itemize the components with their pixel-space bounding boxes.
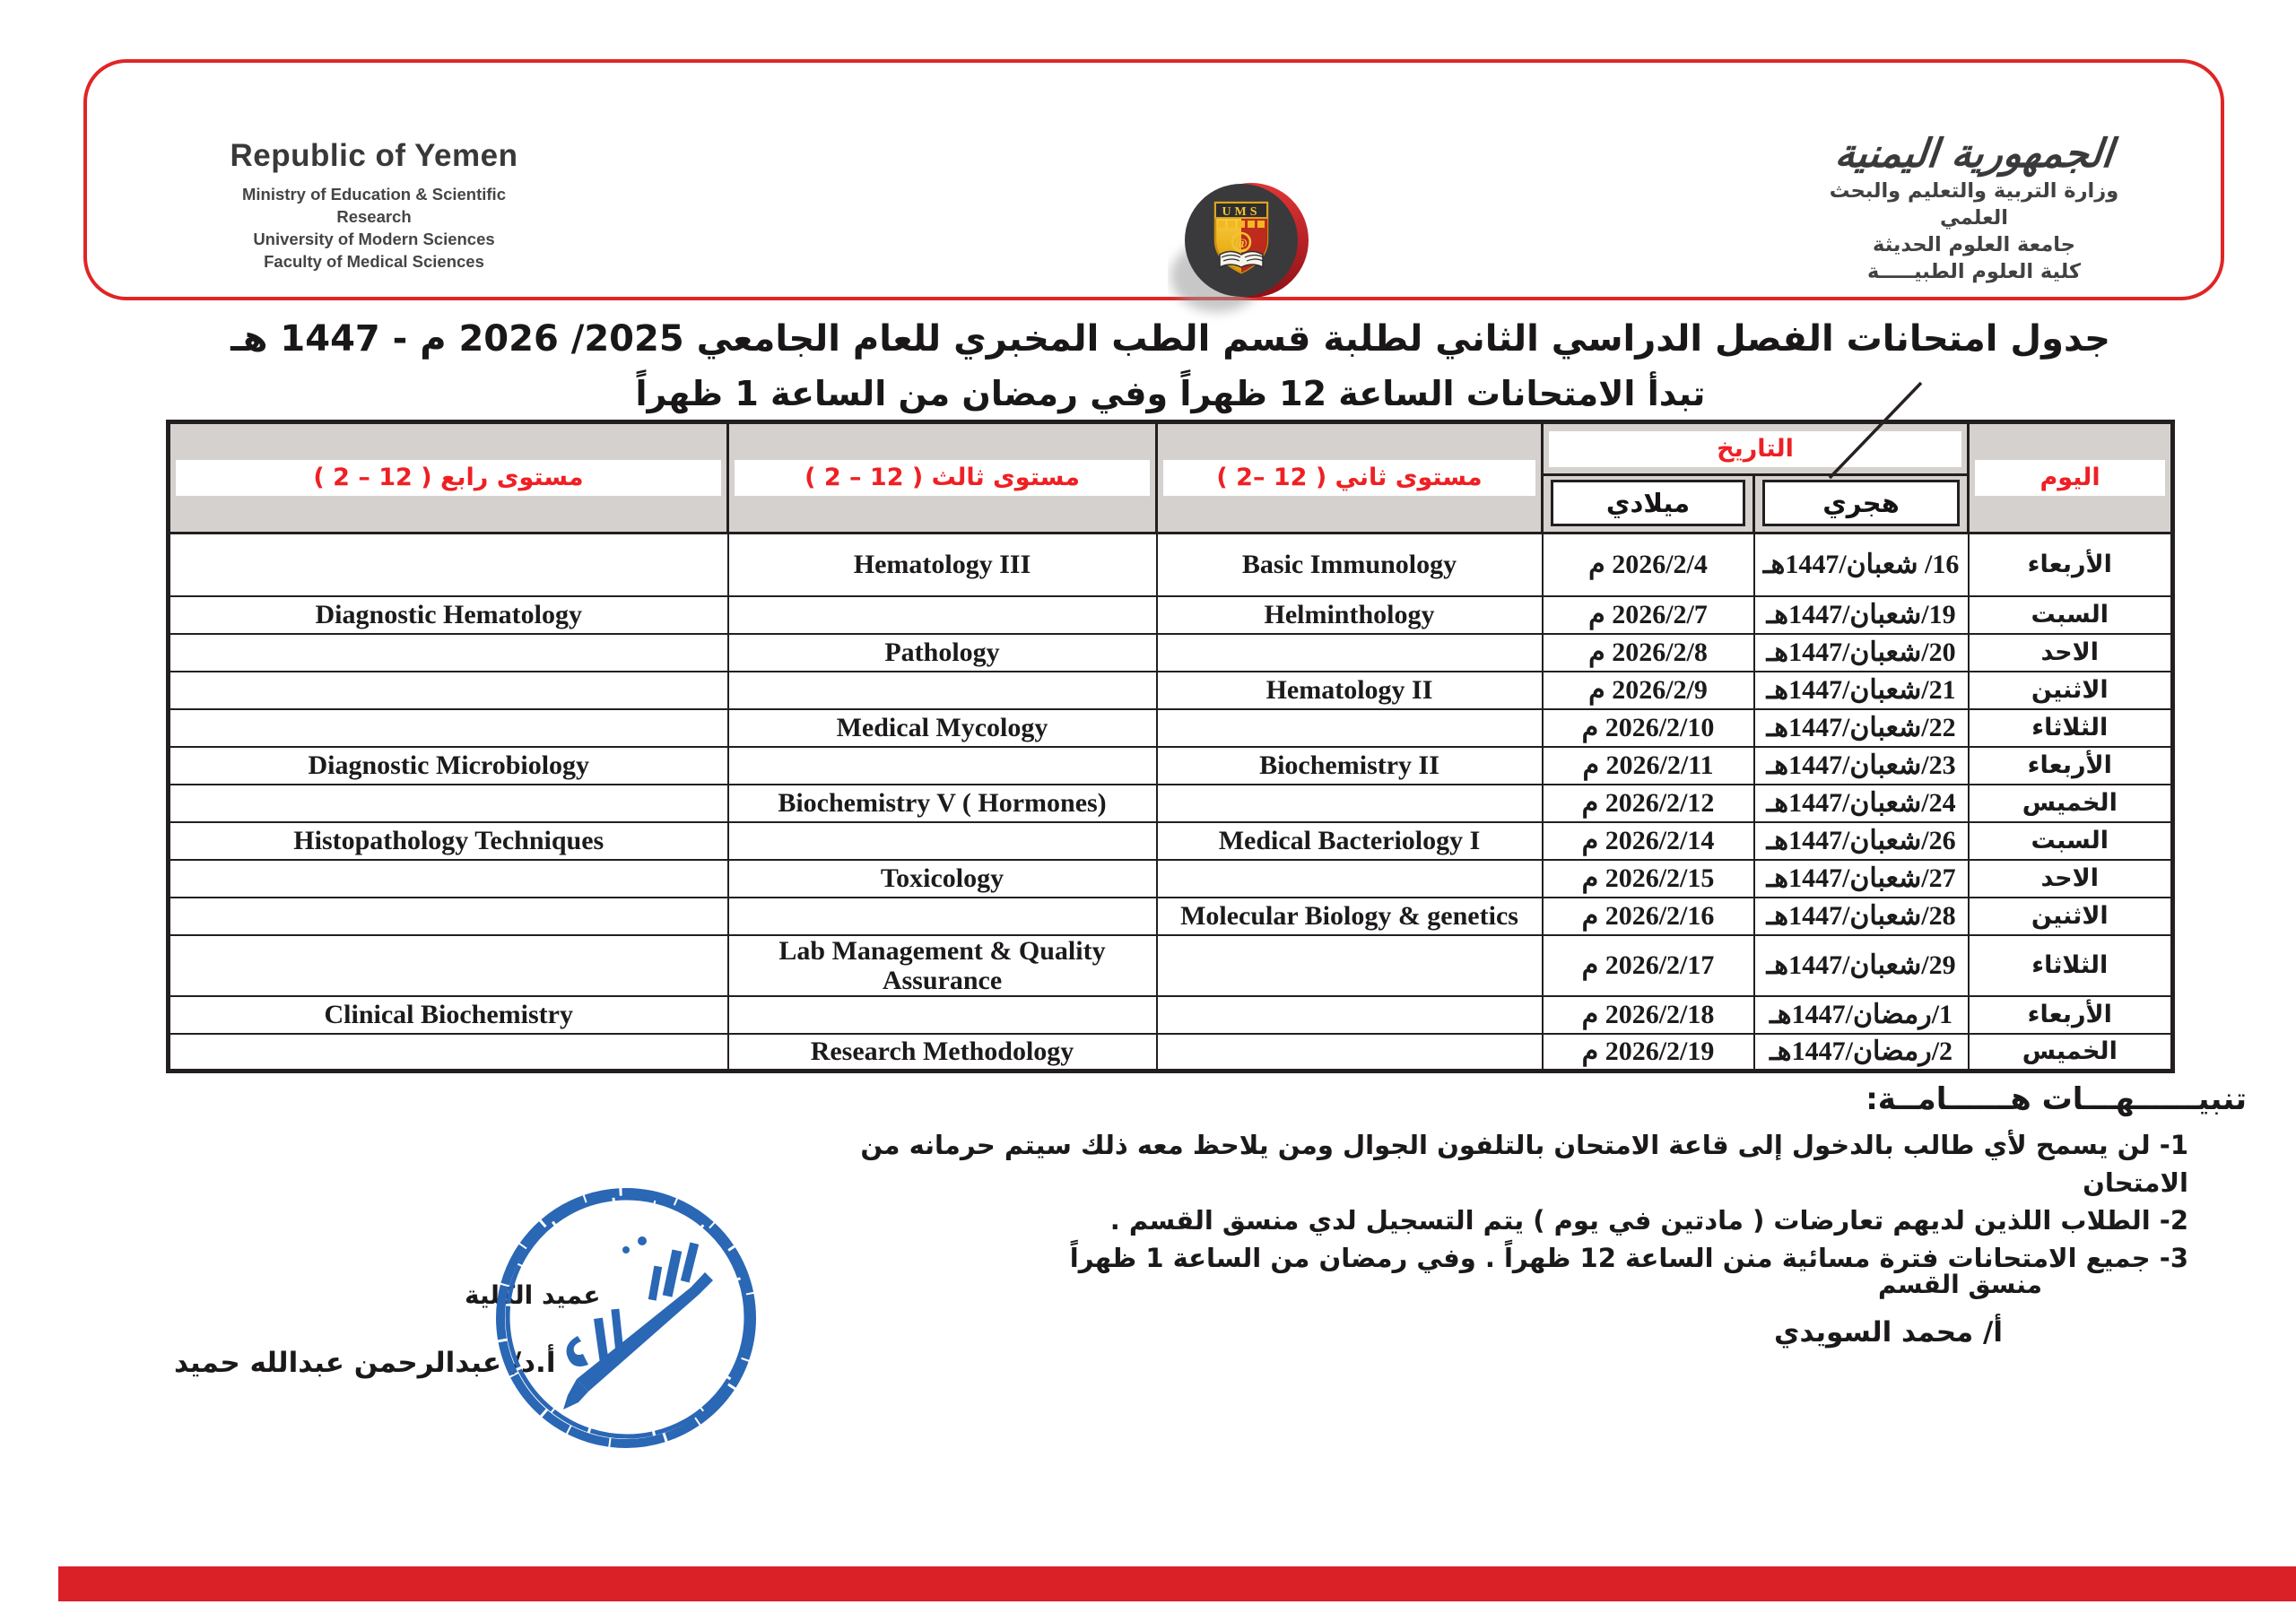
faculty-line-ar: كلية العلوم الطبيـــــة: [1867, 260, 2081, 283]
cell-hijri-date: 27/شعبان/1447هـ: [1754, 860, 1969, 898]
cell-level3-subject: Medical Mycology: [728, 709, 1157, 747]
exam-table-row: [169, 785, 2173, 822]
cell-greg-date: 2026/2/17 م: [1543, 935, 1754, 996]
cell-greg-date: 2026/2/14 م: [1543, 822, 1754, 860]
cell-level3-subject: [728, 596, 1157, 634]
cell-level2-subject: Biochemistry II: [1157, 747, 1543, 785]
cell-hijri-date: 24/شعبان/1447هـ: [1754, 785, 1969, 822]
cell-level3-subject: Lab Management & Quality Assurance: [728, 935, 1157, 996]
exam-table-row: [169, 709, 2173, 747]
university-line-ar: جامعة العلوم الحديثة: [1873, 233, 2075, 256]
cell-day: الأربعاء: [1969, 533, 2173, 596]
cell-level3-subject: [728, 822, 1157, 860]
cell-level4-subject: [169, 898, 728, 935]
col-header-level3: [728, 422, 1157, 533]
cell-level3-subject: Pathology: [728, 634, 1157, 672]
notes-list: [843, 1126, 2188, 1277]
cell-level2-subject: Hematology II: [1157, 672, 1543, 709]
cell-day: الثلاثاء: [1969, 935, 2173, 996]
cell-level4-subject: [169, 709, 728, 747]
cell-level4-subject: [169, 533, 728, 596]
document-title-line2: تبدأ الامتحانات الساعة 12 ظهراً وفي رمضان من الساعة 1 ظهراً: [635, 374, 1706, 413]
exam-table-row: [169, 1034, 2173, 1071]
exam-table-row: [169, 596, 2173, 634]
cell-level3-subject: Biochemistry V ( Hormones): [728, 785, 1157, 822]
cell-greg-date: 2026/2/11 م: [1543, 747, 1754, 785]
exam-table-row: [169, 672, 2173, 709]
cell-hijri-date: 16/ شعبان/1447هـ: [1754, 533, 1969, 596]
cell-level2-subject: [1157, 996, 1543, 1034]
cell-day: الخميس: [1969, 1034, 2173, 1071]
notes-heading: تنبيــــــهـــات هــــــامــة:: [1866, 1081, 2247, 1117]
col-header-gregorian-label: ميلادي: [1551, 480, 1745, 526]
cell-level3-subject: [728, 996, 1157, 1034]
faculty-line-en: Faculty of Medical Sciences: [264, 252, 484, 271]
document-title-line1: جدول امتحانات الفصل الدراسي الثاني لطلبة قسم الطب المخبري للعام الجامعي 2025/ 2026 م - 1447 هـ: [230, 318, 2110, 360]
cell-greg-date: 2026/2/12 م: [1543, 785, 1754, 822]
cell-greg-date: 2026/2/10 م: [1543, 709, 1754, 747]
cell-day: الاثنين: [1969, 898, 2173, 935]
col-header-level4-label: مستوى رابع ( 12 – 2 ): [176, 460, 721, 496]
cell-level3-subject: [728, 898, 1157, 935]
cell-hijri-date: 19/شعبان/1447هـ: [1754, 596, 1969, 634]
country-title-ar: الجمهورية اليمنية: [1832, 131, 2116, 177]
cell-hijri-date: 29/شعبان/1447هـ: [1754, 935, 1969, 996]
cell-level2-subject: Molecular Biology & genetics: [1157, 898, 1543, 935]
col-header-level2-label: مستوى ثاني ( 12 –2 ): [1163, 460, 1535, 496]
col-header-hijri: [1754, 475, 1969, 533]
svg-text:@: @: [1235, 237, 1248, 251]
exam-schedule-table: [166, 420, 2175, 1073]
cell-hijri-date: 23/شعبان/1447هـ: [1754, 747, 1969, 785]
cell-greg-date: 2026/2/7 م: [1543, 596, 1754, 634]
cell-level3-subject: [728, 747, 1157, 785]
cell-hijri-date: 2/رمضان/1447هـ: [1754, 1034, 1969, 1071]
footer-accent-bar: [58, 1566, 2296, 1601]
exam-table-row: [169, 533, 2173, 596]
ums-logo-icon: [1168, 160, 1320, 325]
cell-greg-date: 2026/2/8 م: [1543, 634, 1754, 672]
cell-level4-subject: [169, 935, 728, 996]
cell-greg-date: 2026/2/18 م: [1543, 996, 1754, 1034]
cell-greg-date: 2026/2/9 م: [1543, 672, 1754, 709]
exam-table-row: [169, 634, 2173, 672]
cell-level2-subject: [1157, 1034, 1543, 1071]
cell-level3-subject: [728, 672, 1157, 709]
cell-level4-subject: Diagnostic Hematology: [169, 596, 728, 634]
cell-greg-date: 2026/2/15 م: [1543, 860, 1754, 898]
exam-table-row: [169, 996, 2173, 1034]
cell-level2-subject: Basic Immunology: [1157, 533, 1543, 596]
cell-day: السبت: [1969, 822, 2173, 860]
exam-table-row: [169, 860, 2173, 898]
cell-day: الاحد: [1969, 860, 2173, 898]
exam-table-body: [169, 533, 2173, 1071]
cell-level3-subject: Toxicology: [728, 860, 1157, 898]
cell-level4-subject: [169, 860, 728, 898]
country-title-en: Republic of Yemen: [230, 138, 518, 173]
letterhead-box: [83, 59, 2224, 300]
university-logo: [1168, 160, 1320, 325]
col-header-level2: [1157, 422, 1543, 533]
cell-day: الاثنين: [1969, 672, 2173, 709]
dean-title: عميد الكلية: [465, 1280, 601, 1310]
cell-day: السبت: [1969, 596, 2173, 634]
stamp-icon: [491, 1184, 761, 1453]
exam-table-row: [169, 747, 2173, 785]
note-item-2: 2- الطلاب اللذين لديهم تعارضات ( مادتين في يوم ) يتم التسجيل لدي منسق القسم .: [1109, 1205, 2188, 1236]
col-header-gregorian: [1543, 475, 1754, 533]
ministry-line-ar: وزارة التربية والتعليم والبحث العلمي: [1829, 179, 2119, 230]
cell-level3-subject: Research Methodology: [728, 1034, 1157, 1071]
exam-table-row: [169, 898, 2173, 935]
cell-level2-subject: [1157, 860, 1543, 898]
cell-level4-subject: [169, 672, 728, 709]
cell-level4-subject: [169, 785, 728, 822]
cell-hijri-date: 21/شعبان/1447هـ: [1754, 672, 1969, 709]
cell-hijri-date: 1/رمضان/1447هـ: [1754, 996, 1969, 1034]
cell-hijri-date: 22/شعبان/1447هـ: [1754, 709, 1969, 747]
note-item-3: 3- جميع الامتحانات فترة مسائية منن الساعة 12 ظهراً . وفي رمضان من الساعة 1 ظهراً: [1069, 1243, 2188, 1273]
col-header-day: [1969, 422, 2173, 533]
note-item-1: 1- لن يسمح لأي طالب بالدخول إلى قاعة الامتحان بالتلفون الجوال ومن يلاحظ معه ذلك سيتم حرمانه من الامتحان: [860, 1130, 2188, 1198]
col-header-date-label: التاريخ: [1549, 431, 1961, 467]
letterhead-english-block: [222, 138, 526, 273]
cell-level3-subject: Hematology III: [728, 533, 1157, 596]
col-header-day-label: اليوم: [1975, 460, 2165, 496]
cell-greg-date: 2026/2/4 م: [1543, 533, 1754, 596]
cell-level2-subject: [1157, 634, 1543, 672]
cell-hijri-date: 28/شعبان/1447هـ: [1754, 898, 1969, 935]
cell-day: الثلاثاء: [1969, 709, 2173, 747]
exam-table-row: [169, 935, 2173, 996]
cell-greg-date: 2026/2/19 م: [1543, 1034, 1754, 1071]
letterhead-arabic-block: [1826, 131, 2122, 285]
col-header-level3-label: مستوى ثالث ( 12 – 2 ): [735, 460, 1150, 496]
cell-day: الخميس: [1969, 785, 2173, 822]
exam-table-row: [169, 822, 2173, 860]
cell-hijri-date: 20/شعبان/1447هـ: [1754, 634, 1969, 672]
cell-level4-subject: [169, 1034, 728, 1071]
cell-level2-subject: [1157, 935, 1543, 996]
coordinator-name: أ/ محمد السويدي: [1774, 1316, 2003, 1349]
cell-level4-subject: [169, 634, 728, 672]
cell-level2-subject: Helminthology: [1157, 596, 1543, 634]
cell-level4-subject: Diagnostic Microbiology: [169, 747, 728, 785]
coordinator-title: منسق القسم: [1878, 1270, 2042, 1299]
col-header-level4: [169, 422, 728, 533]
cell-level2-subject: [1157, 709, 1543, 747]
cell-level2-subject: [1157, 785, 1543, 822]
col-header-hijri-label: هجري: [1762, 480, 1960, 526]
cell-level2-subject: Medical Bacteriology I: [1157, 822, 1543, 860]
dean-stamp: [491, 1184, 761, 1453]
cell-day: الاحد: [1969, 634, 2173, 672]
cell-greg-date: 2026/2/16 م: [1543, 898, 1754, 935]
svg-text:UMS: UMS: [1222, 205, 1261, 219]
cell-day: الأربعاء: [1969, 996, 2173, 1034]
ministry-line-en: Ministry of Education & Scientific Research: [242, 185, 506, 226]
cell-hijri-date: 26/شعبان/1447هـ: [1754, 822, 1969, 860]
cell-level4-subject: Clinical Biochemistry: [169, 996, 728, 1034]
university-line-en: University of Modern Sciences: [253, 230, 495, 248]
dean-name: أ.د/ عبدالرحمن عبدالله حميد: [174, 1347, 556, 1379]
col-header-date: [1543, 422, 1969, 475]
cell-level4-subject: Histopathology Techniques: [169, 822, 728, 860]
cell-day: الأربعاء: [1969, 747, 2173, 785]
